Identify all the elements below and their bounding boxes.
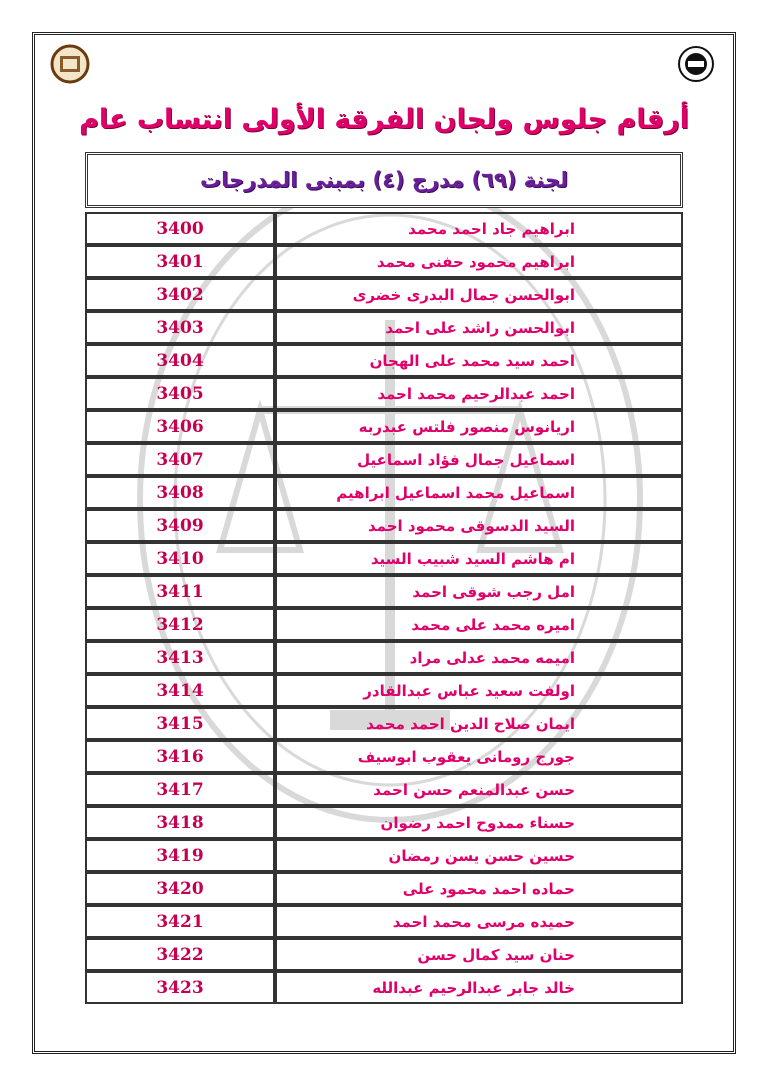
seat-number: 3415 <box>85 707 275 740</box>
seat-number: 3408 <box>85 476 275 509</box>
seat-number: 3406 <box>85 410 275 443</box>
table-row <box>85 344 683 377</box>
table-row <box>85 212 683 245</box>
table-row <box>85 971 683 1004</box>
seat-number: 3412 <box>85 608 275 641</box>
table-row <box>85 641 683 674</box>
seat-number: 3414 <box>85 674 275 707</box>
table-row <box>85 938 683 971</box>
table-row <box>85 476 683 509</box>
seat-number: 3420 <box>85 872 275 905</box>
seat-number: 3423 <box>85 971 275 1004</box>
seat-number: 3413 <box>85 641 275 674</box>
student-name: حسين حسن يسن رمضان <box>275 839 683 872</box>
seat-number: 3421 <box>85 905 275 938</box>
student-name: حميده مرسى محمد احمد <box>275 905 683 938</box>
student-name: اريانوس منصور فلتس عبدربه <box>275 410 683 443</box>
student-name: ابوالحسن جمال البدرى خضرى <box>275 278 683 311</box>
students-table <box>85 212 683 1004</box>
table-row <box>85 509 683 542</box>
seat-number: 3410 <box>85 542 275 575</box>
seat-number: 3417 <box>85 773 275 806</box>
table-row <box>85 905 683 938</box>
student-name: اسماعيل محمد اسماعيل ابراهيم <box>275 476 683 509</box>
student-name: ابوالحسن راشد على احمد <box>275 311 683 344</box>
student-name: اميمه محمد عدلى مراد <box>275 641 683 674</box>
table-row <box>85 872 683 905</box>
student-name: حنان سيد كمال حسن <box>275 938 683 971</box>
seat-number: 3419 <box>85 839 275 872</box>
student-name: اميره محمد على محمد <box>275 608 683 641</box>
seat-number: 3403 <box>85 311 275 344</box>
table-row <box>85 278 683 311</box>
student-name: احمد عبدالرحيم محمد احمد <box>275 377 683 410</box>
table-row <box>85 608 683 641</box>
student-name: ايمان صلاح الدين احمد محمد <box>275 707 683 740</box>
university-logo <box>676 44 716 84</box>
seat-number: 3407 <box>85 443 275 476</box>
table-row <box>85 839 683 872</box>
student-name: خالد جابر عبدالرحيم عبدالله <box>275 971 683 1004</box>
student-name: امل رجب شوقى احمد <box>275 575 683 608</box>
table-row <box>85 707 683 740</box>
student-name: حماده احمد محمود على <box>275 872 683 905</box>
table-row <box>85 674 683 707</box>
student-name: جورج رومانى يعقوب ابوسيف <box>275 740 683 773</box>
table-row <box>85 773 683 806</box>
student-name: اسماعيل جمال فؤاد اسماعيل <box>275 443 683 476</box>
table-row <box>85 542 683 575</box>
table-row <box>85 575 683 608</box>
seat-number: 3422 <box>85 938 275 971</box>
seat-number: 3411 <box>85 575 275 608</box>
table-row <box>85 410 683 443</box>
student-name: السيد الدسوقى محمود احمد <box>275 509 683 542</box>
seat-number: 3402 <box>85 278 275 311</box>
table-row <box>85 806 683 839</box>
student-name: احمد سيد محمد على الهجان <box>275 344 683 377</box>
table-row <box>85 443 683 476</box>
seat-number: 3400 <box>85 212 275 245</box>
student-name: حسناء ممدوح احمد رضوان <box>275 806 683 839</box>
student-name: ابراهيم محمود حفنى محمد <box>275 245 683 278</box>
student-name: حسن عبدالمنعم حسن احمد <box>275 773 683 806</box>
seat-number: 3401 <box>85 245 275 278</box>
seat-number: 3404 <box>85 344 275 377</box>
student-name: ام هاشم السيد شبيب السيد <box>275 542 683 575</box>
student-name: اولفت سعيد عباس عبدالقادر <box>275 674 683 707</box>
faculty-logo <box>50 44 90 84</box>
seat-number: 3405 <box>85 377 275 410</box>
student-name: ابراهيم جاد احمد محمد <box>275 212 683 245</box>
table-row <box>85 311 683 344</box>
seating-table <box>85 152 683 1004</box>
page-title: أرقام جلوس ولجان الفرقة الأولى انتساب عام <box>79 104 689 135</box>
table-row <box>85 740 683 773</box>
seat-number: 3409 <box>85 509 275 542</box>
committee-heading: لجنة (٦٩) مدرج (٤) بمبنى المدرجات <box>85 152 683 208</box>
table-row <box>85 245 683 278</box>
table-row <box>85 377 683 410</box>
seat-number: 3416 <box>85 740 275 773</box>
seat-number: 3418 <box>85 806 275 839</box>
